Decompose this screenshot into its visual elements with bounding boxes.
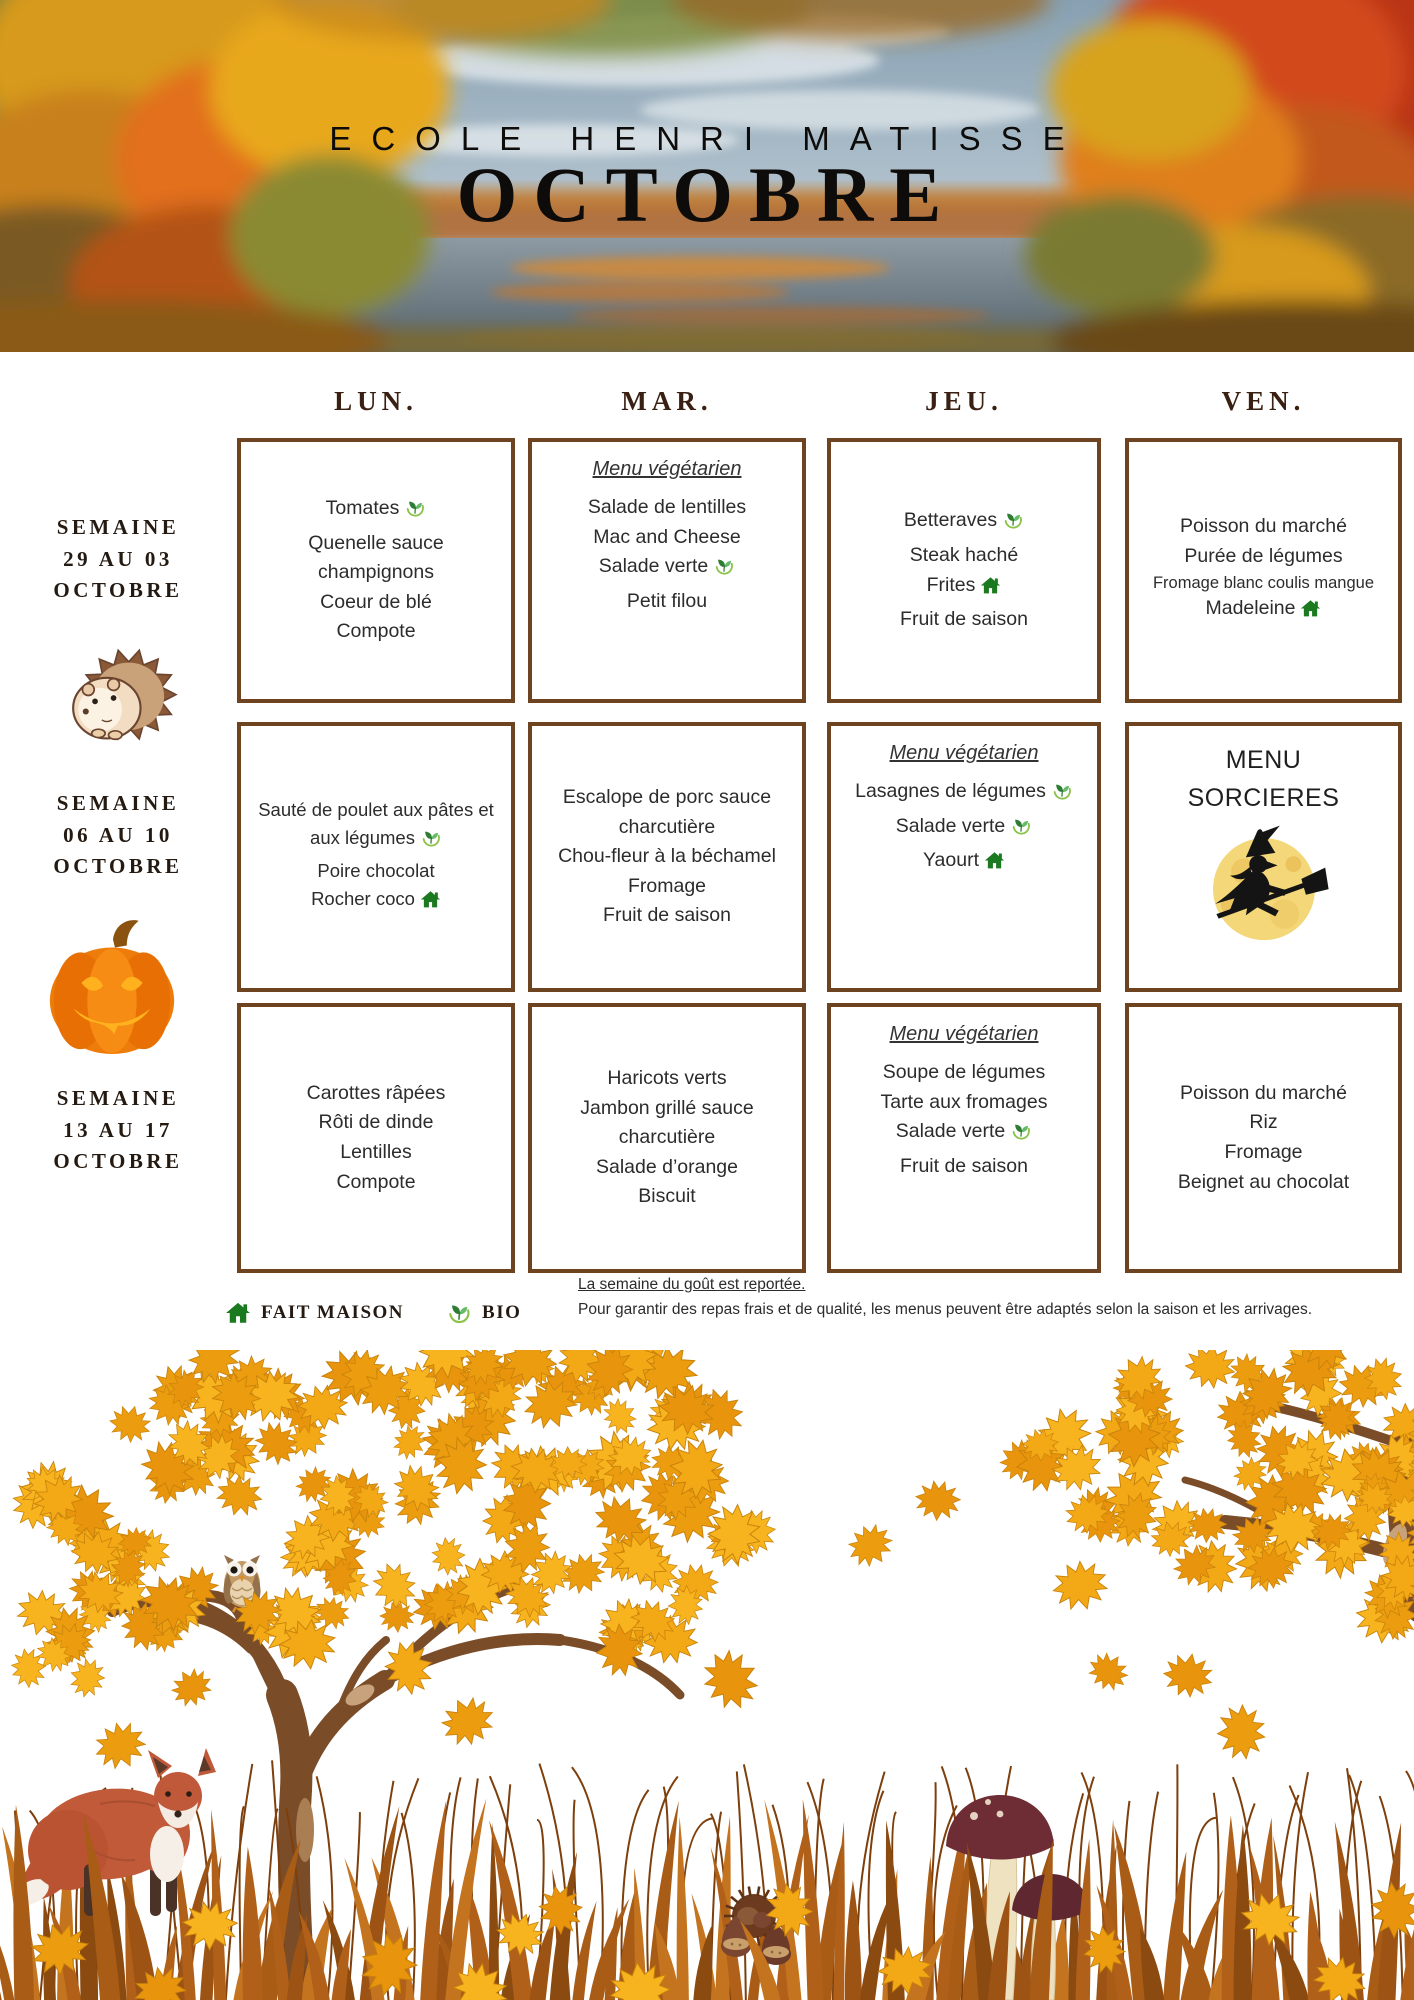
menu-item: Sauté de poulet aux pâtes et aux légumes — [258, 798, 494, 848]
fait-maison-label: FAIT MAISON — [261, 1302, 405, 1323]
legend — [225, 1296, 521, 1330]
menu-cell-week1-jeu — [827, 438, 1101, 703]
veg-menu-header: Menu végétarien — [889, 1023, 1039, 1045]
bio-icon — [420, 827, 442, 849]
bio-icon — [1051, 780, 1073, 802]
fait-maison-icon — [225, 1300, 251, 1326]
menu-cell-week3-jeu — [827, 1003, 1101, 1273]
menu-item: Fruit de saison — [603, 904, 731, 927]
bio-label: BIO — [482, 1302, 522, 1323]
bio-icon — [404, 497, 426, 519]
menu-item: Tarte aux fromages — [880, 1090, 1048, 1113]
menu-item: Compote — [336, 620, 416, 643]
menu-cell-week2-jeu — [827, 722, 1101, 992]
fait-maison-icon — [225, 1300, 251, 1326]
witch-on-moon-illustration — [1196, 823, 1332, 958]
menu-item: Biscuit — [638, 1185, 696, 1208]
menu-item: Fromage — [1224, 1141, 1303, 1163]
menu-item: Poisson du marché — [1180, 515, 1347, 538]
menu-item: Lentilles — [340, 1141, 412, 1163]
menu-item: Compote — [336, 1170, 416, 1193]
menu-item: Carottes râpées — [306, 1081, 446, 1104]
menu-item: Purée de légumes — [1184, 545, 1343, 568]
tree-foliage — [10, 1350, 1414, 1689]
jack-o-lantern — [38, 908, 186, 1060]
menu-item: Rôti de dinde — [318, 1111, 434, 1134]
school-name: ECOLE HENRI MATISSE — [329, 120, 1085, 157]
week-label-3: SEMAINE 13 AU 17 OCTOBRE — [53, 1086, 183, 1173]
day-header-mar: MAR. — [621, 386, 713, 416]
menu-item: Frites — [927, 571, 1002, 606]
menu-item: Salade verte — [896, 812, 1033, 847]
footnotes — [578, 1276, 1398, 1319]
menu-item: Beignet au chocolat — [1177, 1170, 1350, 1193]
menu-cell-week3-ven — [1125, 1003, 1402, 1273]
menu-item: Steak haché — [909, 543, 1019, 566]
menu-item: Jambon grillé sauce charcutière — [580, 1096, 754, 1149]
witch-on-moon-icon — [1196, 823, 1332, 953]
menu-item: Yaourt — [923, 846, 1005, 881]
menu-cell-week1-lun — [237, 438, 515, 703]
menu-item: Salade verte — [599, 552, 736, 587]
menu-item: Fromage — [627, 874, 707, 897]
fait-maison-icon — [984, 850, 1005, 871]
menu-cell-week2-lun — [237, 722, 515, 992]
day-header-ven: VEN. — [1221, 386, 1306, 416]
bio-icon — [1010, 815, 1032, 837]
menu-item: Salade d’orange — [595, 1155, 739, 1178]
day-header-lun: LUN. — [334, 386, 418, 416]
bio-icon — [1002, 509, 1024, 531]
menu-item: Poisson du marché — [1180, 1081, 1347, 1104]
menu-item: Coeur de blé — [320, 590, 432, 613]
menu-item: Fromage blanc coulis mangue — [1152, 573, 1375, 592]
bio-icon — [446, 1300, 472, 1326]
menu-item: Haricots verts — [607, 1066, 727, 1089]
menu-cell-week1-ven — [1125, 438, 1402, 703]
banner — [0, 0, 1414, 352]
menu-item: Mac and Cheese — [593, 525, 741, 548]
bio-icon — [1010, 1120, 1032, 1142]
menu-cell-week2-ven — [1125, 722, 1402, 992]
menu-sorcieres-title: MENU — [1225, 746, 1302, 774]
menu-item: Chou-fleur à la béchamel — [558, 845, 776, 868]
menu-item: Soupe de légumes — [882, 1061, 1046, 1083]
menu-item: Rocher coco — [311, 885, 441, 918]
trunk-patch — [296, 1798, 314, 1862]
menu-cell-week2-mar — [528, 722, 806, 992]
menu-item: Tomates — [326, 494, 427, 529]
veg-menu-header: Menu végétarien — [889, 742, 1039, 764]
menu-item: Poire chocolat — [317, 860, 435, 881]
menu-cell-week3-mar — [528, 1003, 806, 1273]
day-header-jeu: JEU. — [925, 386, 1003, 416]
bio-icon — [713, 555, 735, 577]
menu-item: Petit filou — [626, 589, 708, 612]
menu-item: Betteraves — [904, 506, 1024, 541]
menu-item: Riz — [1249, 1111, 1278, 1134]
fait-maison-icon — [1300, 598, 1321, 619]
fait-maison-icon — [420, 889, 441, 910]
note-qualite: Pour garantir des repas frais et de qualité, les menus peuvent être adaptés selon la saison et les arrivages. — [578, 1301, 1313, 1318]
autumn-forest-illustration — [0, 1350, 1414, 2000]
hedgehog-illustration — [58, 638, 186, 763]
menu-item: Salade de lentilles — [587, 496, 747, 518]
menu-item: Escalope de porc sauce charcutière — [562, 785, 772, 838]
week-label-2: SEMAINE 06 AU 10 OCTOBRE — [53, 791, 183, 878]
pumpkin-illustration — [38, 908, 186, 1065]
menu-item: Fruit de saison — [900, 608, 1028, 631]
veg-menu-header: Menu végétarien — [592, 458, 742, 480]
menu-item: Fruit de saison — [900, 1154, 1028, 1177]
menu-item: Lasagnes de légumes — [855, 777, 1073, 812]
week-label-1: SEMAINE 29 AU 03 OCTOBRE — [53, 515, 183, 602]
month-title: OCTOBRE — [456, 151, 958, 238]
menu-item: Quenelle sauce champignons — [308, 531, 444, 584]
menu-item: Salade verte — [896, 1117, 1033, 1152]
fox-illustration — [11, 1748, 216, 1916]
fait-maison-icon — [980, 575, 1001, 596]
menu-cell-week1-mar — [528, 438, 806, 703]
menu-cell-week3-lun — [237, 1003, 515, 1273]
note-semaine-gout: La semaine du goût est reportée. — [578, 1276, 806, 1293]
menu-item: Madeleine — [1206, 594, 1322, 629]
menu-sorcieres-title: SORCIERES — [1187, 783, 1340, 812]
bio-icon — [446, 1300, 472, 1326]
